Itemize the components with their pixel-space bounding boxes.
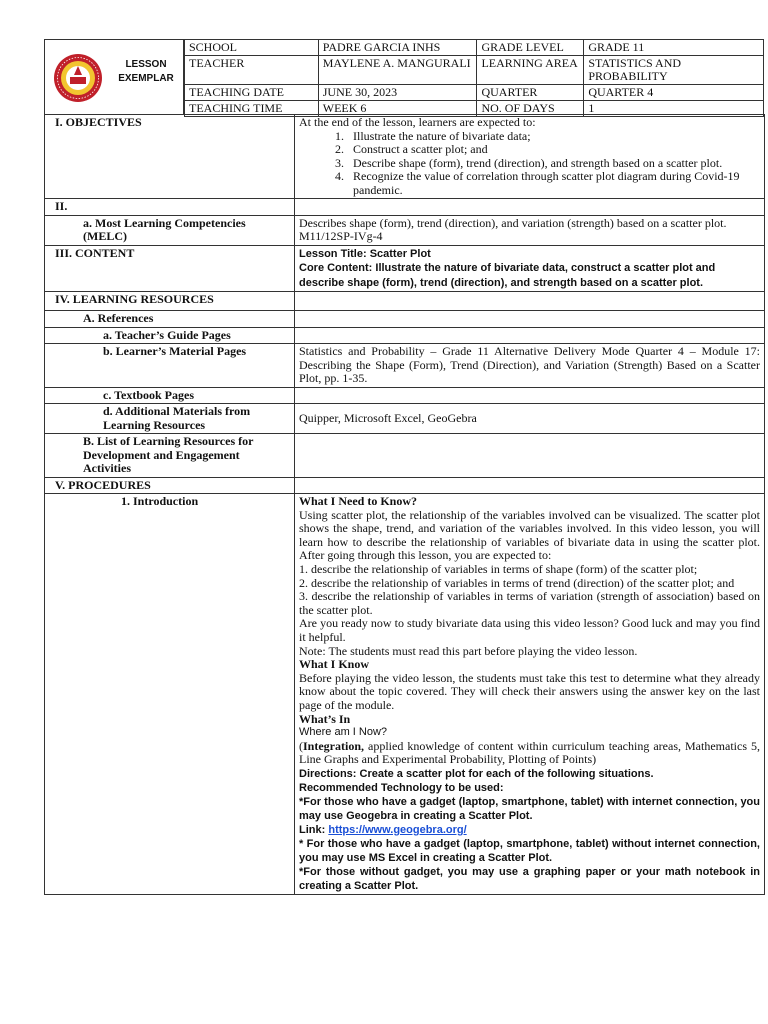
info-key: TEACHING TIME: [185, 101, 319, 117]
introduction-row: [45, 494, 765, 895]
link-line: [299, 823, 760, 837]
references-row: [45, 311, 765, 328]
additional-text: Quipper, Microsoft Excel, GeoGebra: [295, 404, 765, 434]
need-item: 2. describe the relationship of variables in terms of trend (direction) of the scatter plot; and: [299, 575, 735, 590]
lesson-table: [44, 114, 765, 895]
in-where: Where am I Now?: [299, 726, 388, 739]
lm-label: b. Learner’s Material Pages: [45, 344, 295, 388]
info-value: MAYLENE A. MANGURALI: [318, 56, 477, 85]
link-label: Link:: [299, 823, 329, 836]
integration-paragraph: [299, 740, 760, 767]
rec-tech: Recommended Technology to be used:: [299, 781, 504, 794]
info-key: GRADE LEVEL: [477, 40, 584, 56]
need-item: 1. describe the relationship of variables in terms of shape (form) of the scatter plot;: [299, 561, 698, 576]
school-seal-icon: [53, 53, 103, 103]
tech-item: * For those who have a gadget (laptop, smartphone, tablet) without internet connection, you may use MS Excel in creating a Scatter Plot.: [299, 837, 760, 864]
objectives-row: [45, 115, 765, 199]
info-value: STATISTICS AND PROBABILITY: [584, 56, 764, 85]
need-note: Note: The students must read this part before playing the video lesson.: [299, 643, 638, 658]
textbook-row: [45, 387, 765, 404]
objective-item: 3. Describe shape (form), trend (direction), and strength based on a scatter plot.: [347, 157, 760, 171]
info-key: SCHOOL: [185, 40, 319, 56]
lesson-title: Lesson Title: Scatter Plot: [299, 247, 431, 260]
open-paren: (: [299, 738, 303, 753]
info-value: PADRE GARCIA INHS: [318, 40, 477, 56]
need-title: What I Need to Know?: [299, 494, 418, 508]
know-paragraph: Before playing the video lesson, the students must take this test to determine what they already know about the topic covered. They will check their answers using the answer key on the last page of the module.: [299, 670, 760, 712]
info-key: TEACHER: [185, 56, 319, 85]
empty-cell: [295, 292, 765, 311]
geogebra-link[interactable]: https://www.geogebra.org/: [328, 823, 467, 836]
empty-cell: [295, 477, 765, 494]
info-key: QUARTER: [477, 85, 584, 101]
lesson-exemplar-label: LESSON EXEMPLAR: [118, 59, 174, 84]
tg-label: a. Teacher’s Guide Pages: [45, 327, 295, 344]
empty-cell: [295, 387, 765, 404]
info-key: LEARNING AREA: [477, 56, 584, 85]
info-value: QUARTER 4: [584, 85, 764, 101]
integration-rest: applied knowledge of content within curriculum teaching areas, Mathematics 5, Line Graphs and Experimental Probability, Plotting of Points): [299, 738, 760, 767]
empty-cell: [295, 434, 765, 478]
lm-row: [45, 344, 765, 388]
empty-cell: [295, 199, 765, 216]
introduction-label: 1. Introduction: [45, 494, 295, 895]
objectives-label: I. OBJECTIVES: [45, 115, 295, 199]
section-ii-label: II.: [45, 199, 295, 216]
logo-cell: [44, 39, 184, 115]
empty-cell: [295, 327, 765, 344]
procedures-label: V. PROCEDURES: [45, 477, 295, 494]
tech-item: *For those who have a gadget (laptop, smartphone, tablet) with internet connection, you may use Geogebra in creating a Scatter Plot.: [299, 795, 760, 822]
info-key: TEACHING DATE: [185, 85, 319, 101]
info-value: WEEK 6: [318, 101, 477, 117]
in-title: What’s In: [299, 711, 351, 726]
melc-text: Describes shape (form), trend (direction), and variation (strength) based on a scatter plot. M11/12SP-IVg-4: [295, 215, 765, 245]
content-label: III. CONTENT: [45, 245, 295, 292]
lm-text: Statistics and Probability – Grade 11 Alternative Delivery Mode Quarter 4 – Module 17: Describing the Shape (Form), Trend (Direction), and Variation (Strength) Based on a Scatter Plot, pp. 1-35.: [295, 344, 765, 388]
list-row: [45, 434, 765, 478]
need-paragraph: Are you ready now to study bivariate data using this video lesson? Good luck and may you find it helpful.: [299, 616, 760, 644]
header-block: [44, 39, 764, 115]
content-cell: [295, 245, 765, 292]
info-row: [185, 56, 764, 85]
references-label: A. References: [45, 311, 295, 328]
textbook-label: c. Textbook Pages: [45, 387, 295, 404]
objectives-list: [299, 130, 760, 198]
integration-bold: Integration,: [303, 738, 364, 753]
content-row: [45, 245, 765, 292]
introduction-cell: [295, 494, 765, 895]
objective-item: 2. Construct a scatter plot; and: [347, 143, 760, 157]
tech-item: *For those without gadget, you may use a graphing paper or your math notebook in creating a Scatter Plot.: [299, 865, 760, 892]
additional-label: d. Additional Materials from Learning Resources: [45, 404, 295, 434]
core-content: Core Content: Illustrate the nature of bivariate data, construct a scatter plot and describe shape (form), trend (direction), and strength based on a scatter plot.: [299, 262, 716, 289]
list-label: B. List of Learning Resources for Development and Engagement Activities: [45, 434, 295, 478]
info-value: 1: [584, 101, 764, 117]
objectives-intro: At the end of the lesson, learners are expected to:: [299, 115, 536, 129]
tg-row: [45, 327, 765, 344]
need-item: 3. describe the relationship of variables in terms of variation (strength of association) based on the scatter plot.: [299, 589, 760, 617]
know-title: What I Know: [299, 657, 370, 672]
additional-row: [45, 404, 765, 434]
info-value: GRADE 11: [584, 40, 764, 56]
info-row: [185, 40, 764, 56]
resources-row: [45, 292, 765, 311]
directions: Directions: Create a scatter plot for each of the following situations.: [299, 767, 654, 780]
info-row: [185, 85, 764, 101]
section-ii-row: [45, 199, 765, 216]
objective-item: 4. Recognize the value of correlation through scatter plot diagram during Covid-19 pandemic.: [347, 170, 760, 197]
info-key: NO. OF DAYS: [477, 101, 584, 117]
melc-label: a. Most Learning Competencies (MELC): [45, 215, 295, 245]
empty-cell: [295, 311, 765, 328]
info-table: [184, 39, 764, 117]
objective-item: 1. Illustrate the nature of bivariate data;: [347, 130, 760, 144]
melc-row: [45, 215, 765, 245]
procedures-row: [45, 477, 765, 494]
info-value: JUNE 30, 2023: [318, 85, 477, 101]
resources-label: IV. LEARNING RESOURCES: [45, 292, 295, 311]
objectives-cell: [295, 115, 765, 199]
need-paragraph: Using scatter plot, the relationship of the variables involved can be visualized. The scatter plot shows the shape, trend, and variation of the variables involved. In this video lesson, you will learn how to describe the relationship of variables of bivariate data in using the scatter plot. After going through this lesson, you are expected to:: [299, 507, 760, 563]
